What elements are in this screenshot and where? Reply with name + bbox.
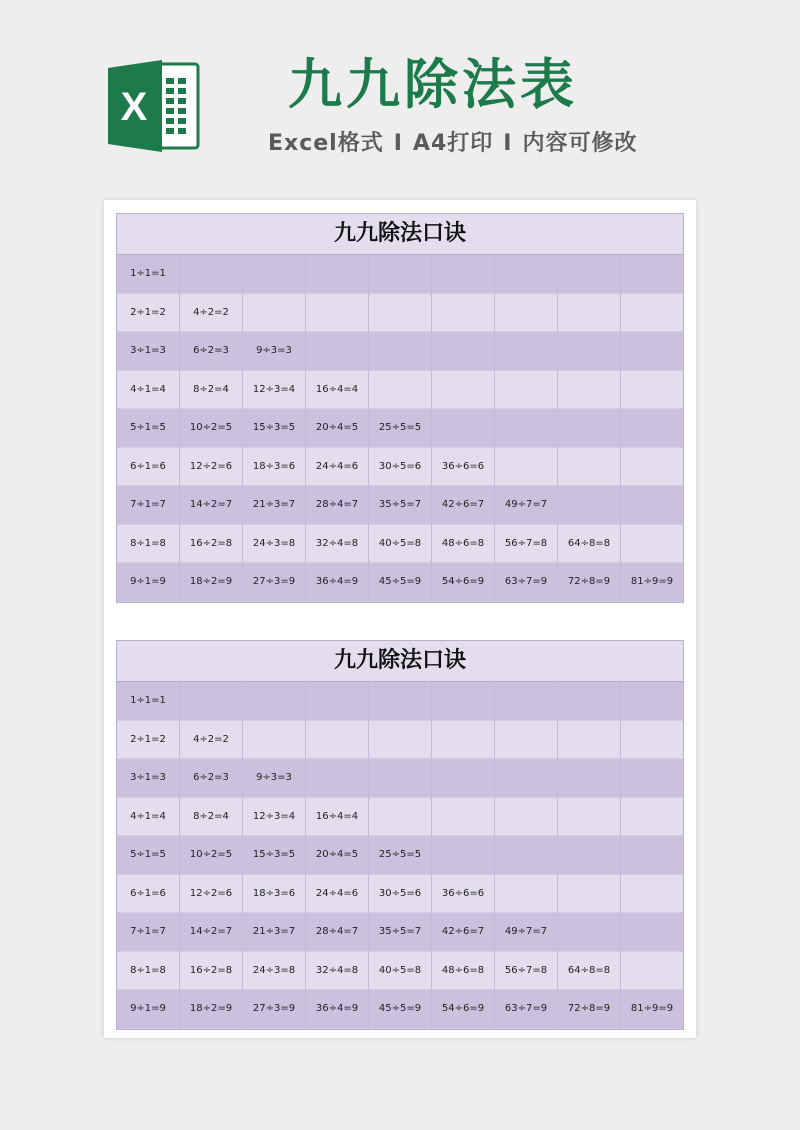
table-cell[interactable] (243, 255, 306, 294)
table-cell[interactable]: 63÷7=9 (495, 990, 558, 1029)
table-cell[interactable]: 5÷1=5 (117, 409, 180, 448)
table-cell[interactable] (306, 682, 369, 721)
table-cell[interactable] (495, 721, 558, 760)
table-cell[interactable]: 36÷6=6 (432, 875, 495, 914)
table-cell[interactable]: 9÷3=3 (243, 332, 306, 371)
table-cell[interactable] (306, 721, 369, 760)
table-cell[interactable] (558, 486, 621, 525)
table-cell[interactable] (243, 721, 306, 760)
table-cell[interactable] (621, 759, 683, 798)
table-cell[interactable]: 20÷4=5 (306, 409, 369, 448)
table-cell[interactable]: 81÷9=9 (621, 563, 683, 602)
table-cell[interactable] (495, 836, 558, 875)
table-cell[interactable] (621, 409, 683, 448)
table-cell[interactable]: 8÷2=4 (180, 371, 243, 410)
table-cell[interactable]: 36÷4=9 (306, 990, 369, 1029)
table-cell[interactable] (180, 255, 243, 294)
table-cell[interactable] (558, 759, 621, 798)
table-row (117, 836, 683, 875)
table-cell[interactable] (495, 332, 558, 371)
table-body (117, 682, 683, 1029)
table-cell[interactable]: 1÷1=1 (117, 255, 180, 294)
table-cell[interactable]: 21÷3=7 (243, 913, 306, 952)
table-cell[interactable] (558, 682, 621, 721)
table-cell[interactable] (558, 255, 621, 294)
table-cell[interactable]: 3÷1=3 (117, 759, 180, 798)
logo-letter: X (120, 85, 148, 129)
table-cell[interactable]: 56÷7=8 (495, 525, 558, 564)
table-cell[interactable]: 36÷4=9 (306, 563, 369, 602)
table-cell[interactable] (432, 759, 495, 798)
table-cell[interactable]: 4÷2=2 (180, 721, 243, 760)
table-cell[interactable]: 64÷8=8 (558, 525, 621, 564)
subtitle-editable: 内容可修改 (522, 131, 638, 156)
table-cell[interactable]: 8÷1=8 (117, 952, 180, 991)
table-cell[interactable]: 54÷6=9 (432, 990, 495, 1029)
table-cell[interactable]: 45÷5=9 (369, 563, 432, 602)
table-cell[interactable] (369, 759, 432, 798)
table-cell[interactable]: 25÷5=5 (369, 836, 432, 875)
table-row (117, 798, 683, 837)
division-table (116, 640, 684, 1030)
table-cell[interactable]: 56÷7=8 (495, 952, 558, 991)
table-cell[interactable] (621, 448, 683, 487)
table-row (117, 294, 683, 333)
table-cell[interactable]: 14÷2=7 (180, 913, 243, 952)
table-cell[interactable]: 18÷2=9 (180, 990, 243, 1029)
table-cell[interactable] (306, 294, 369, 333)
table-cell[interactable] (558, 798, 621, 837)
table-cell[interactable] (558, 913, 621, 952)
table-cell[interactable]: 14÷2=7 (180, 486, 243, 525)
table-cell[interactable] (621, 486, 683, 525)
table-cell[interactable] (180, 682, 243, 721)
table-cell[interactable] (432, 721, 495, 760)
table-cell[interactable]: 10÷2=5 (180, 409, 243, 448)
table-cell[interactable]: 27÷3=9 (243, 990, 306, 1029)
table-cell[interactable]: 72÷8=9 (558, 563, 621, 602)
table-cell[interactable] (558, 836, 621, 875)
table-row (117, 371, 683, 410)
table-cell[interactable] (621, 836, 683, 875)
table-cell[interactable]: 27÷3=9 (243, 563, 306, 602)
table-cell[interactable] (369, 255, 432, 294)
table-body (117, 255, 683, 602)
table-cell[interactable]: 3÷1=3 (117, 332, 180, 371)
table-cell[interactable] (432, 371, 495, 410)
table-cell[interactable] (621, 875, 683, 914)
table-cell[interactable]: 12÷2=6 (180, 448, 243, 487)
table-cell[interactable]: 9÷1=9 (117, 563, 180, 602)
table-cell[interactable]: 64÷8=8 (558, 952, 621, 991)
table-row (117, 682, 683, 721)
table-row (117, 952, 683, 991)
table-row (117, 255, 683, 294)
page-header (0, 0, 800, 200)
table-cell[interactable]: 8÷2=4 (180, 798, 243, 837)
table-cell[interactable] (621, 332, 683, 371)
division-table (116, 213, 684, 603)
table-cell[interactable]: 6÷1=6 (117, 448, 180, 487)
table-cell[interactable] (306, 255, 369, 294)
subtitle-separator: I (503, 131, 513, 156)
table-cell[interactable] (495, 448, 558, 487)
table-row (117, 409, 683, 448)
table-cell[interactable] (621, 952, 683, 991)
table-cell[interactable]: 72÷8=9 (558, 990, 621, 1029)
table-cell[interactable] (495, 682, 558, 721)
table-cell[interactable] (558, 721, 621, 760)
table-row (117, 332, 683, 371)
table-cell[interactable]: 28÷4=7 (306, 486, 369, 525)
table-row (117, 486, 683, 525)
table-cell[interactable] (621, 913, 683, 952)
table-cell[interactable]: 81÷9=9 (621, 990, 683, 1029)
subtitle-separator: I (393, 131, 403, 156)
page-subtitle (268, 124, 688, 164)
page-title: 九九除法表 (288, 53, 578, 116)
table-cell[interactable]: 18÷3=6 (243, 875, 306, 914)
table-cell[interactable] (558, 875, 621, 914)
table-cell[interactable] (369, 682, 432, 721)
table-cell[interactable]: 6÷2=3 (180, 759, 243, 798)
table-cell[interactable]: 7÷1=7 (117, 913, 180, 952)
table-cell[interactable]: 63÷7=9 (495, 563, 558, 602)
table-cell[interactable]: 6÷2=3 (180, 332, 243, 371)
table-cell[interactable]: 42÷6=7 (432, 486, 495, 525)
table-cell[interactable] (558, 409, 621, 448)
table-cell[interactable] (495, 798, 558, 837)
table-cell[interactable]: 10÷2=5 (180, 836, 243, 875)
table-cell[interactable] (432, 836, 495, 875)
table-cell[interactable]: 1÷1=1 (117, 682, 180, 721)
table-cell[interactable]: 21÷3=7 (243, 486, 306, 525)
table-cell[interactable]: 25÷5=5 (369, 409, 432, 448)
table-cell[interactable]: 9÷1=9 (117, 990, 180, 1029)
table-cell[interactable] (621, 371, 683, 410)
table-cell[interactable]: 18÷2=9 (180, 563, 243, 602)
table-cell[interactable]: 4÷1=4 (117, 798, 180, 837)
table-cell[interactable] (306, 332, 369, 371)
table-cell[interactable] (432, 409, 495, 448)
table-cell[interactable] (369, 721, 432, 760)
table-cell[interactable]: 35÷5=7 (369, 913, 432, 952)
table-cell[interactable]: 49÷7=7 (495, 486, 558, 525)
subtitle-print: A4打印 (412, 131, 494, 156)
table-cell[interactable]: 8÷1=8 (117, 525, 180, 564)
table-cell[interactable]: 2÷1=2 (117, 294, 180, 333)
table-cell[interactable]: 16÷2=8 (180, 525, 243, 564)
table-row (117, 913, 683, 952)
table-cell[interactable]: 4÷2=2 (180, 294, 243, 333)
table-cell[interactable] (369, 332, 432, 371)
table-cell[interactable] (495, 371, 558, 410)
table-cell[interactable]: 48÷6=8 (432, 525, 495, 564)
table-cell[interactable] (243, 682, 306, 721)
table-cell[interactable] (432, 682, 495, 721)
table-cell[interactable]: 54÷6=9 (432, 563, 495, 602)
table-row (117, 721, 683, 760)
table-cell[interactable] (369, 294, 432, 333)
table-cell[interactable] (432, 255, 495, 294)
table-cell[interactable]: 30÷5=6 (369, 448, 432, 487)
table-cell[interactable]: 30÷5=6 (369, 875, 432, 914)
table-row (117, 990, 683, 1029)
table-row (117, 525, 683, 564)
table-cell[interactable] (621, 294, 683, 333)
table-title: 九九除法口诀 (117, 641, 683, 682)
table-cell[interactable]: 48÷6=8 (432, 952, 495, 991)
table-cell[interactable]: 15÷3=5 (243, 836, 306, 875)
table-cell[interactable]: 42÷6=7 (432, 913, 495, 952)
table-cell[interactable]: 49÷7=7 (495, 913, 558, 952)
table-cell[interactable]: 24÷3=8 (243, 525, 306, 564)
table-title: 九九除法口诀 (117, 214, 683, 255)
table-cell[interactable] (495, 409, 558, 448)
table-cell[interactable] (306, 759, 369, 798)
table-cell[interactable]: 2÷1=2 (117, 721, 180, 760)
subtitle-format: Excel格式 (268, 131, 384, 156)
table-cell[interactable]: 12÷2=6 (180, 875, 243, 914)
table-cell[interactable]: 36÷6=6 (432, 448, 495, 487)
table-cell[interactable] (495, 759, 558, 798)
table-cell[interactable]: 12÷3=4 (243, 798, 306, 837)
table-cell[interactable]: 40÷5=8 (369, 952, 432, 991)
table-cell[interactable] (558, 294, 621, 333)
table-cell[interactable]: 9÷3=3 (243, 759, 306, 798)
table-cell[interactable] (558, 332, 621, 371)
table-cell[interactable]: 16÷2=8 (180, 952, 243, 991)
table-cell[interactable]: 5÷1=5 (117, 836, 180, 875)
table-cell[interactable] (369, 371, 432, 410)
table-cell[interactable] (495, 875, 558, 914)
table-cell[interactable] (432, 798, 495, 837)
table-cell[interactable] (369, 798, 432, 837)
table-row (117, 448, 683, 487)
table-cell[interactable] (621, 682, 683, 721)
table-cell[interactable] (621, 255, 683, 294)
table-row (117, 875, 683, 914)
table-cell[interactable]: 15÷3=5 (243, 409, 306, 448)
table-cell[interactable]: 12÷3=4 (243, 371, 306, 410)
table-cell[interactable]: 16÷4=4 (306, 798, 369, 837)
table-cell[interactable] (558, 448, 621, 487)
table-cell[interactable] (495, 255, 558, 294)
table-cell[interactable]: 45÷5=9 (369, 990, 432, 1029)
table-cell[interactable] (432, 294, 495, 333)
table-cell[interactable] (621, 721, 683, 760)
table-cell[interactable]: 18÷3=6 (243, 448, 306, 487)
table-cell[interactable] (621, 525, 683, 564)
table-cell[interactable] (558, 371, 621, 410)
table-cell[interactable]: 24÷3=8 (243, 952, 306, 991)
table-cell[interactable]: 24÷4=6 (306, 875, 369, 914)
table-cell[interactable] (495, 294, 558, 333)
table-cell[interactable]: 28÷4=7 (306, 913, 369, 952)
table-cell[interactable]: 6÷1=6 (117, 875, 180, 914)
table-cell[interactable] (243, 294, 306, 333)
table-cell[interactable]: 24÷4=6 (306, 448, 369, 487)
table-row (117, 563, 683, 602)
excel-logo-icon (104, 56, 204, 156)
table-cell[interactable]: 40÷5=8 (369, 525, 432, 564)
table-cell[interactable]: 32÷4=8 (306, 525, 369, 564)
table-cell[interactable]: 32÷4=8 (306, 952, 369, 991)
table-cell[interactable]: 7÷1=7 (117, 486, 180, 525)
table-cell[interactable]: 4÷1=4 (117, 371, 180, 410)
table-row (117, 759, 683, 798)
table-cell[interactable] (621, 798, 683, 837)
table-cell[interactable] (432, 332, 495, 371)
table-cell[interactable]: 20÷4=5 (306, 836, 369, 875)
table-cell[interactable]: 16÷4=4 (306, 371, 369, 410)
table-cell[interactable]: 35÷5=7 (369, 486, 432, 525)
